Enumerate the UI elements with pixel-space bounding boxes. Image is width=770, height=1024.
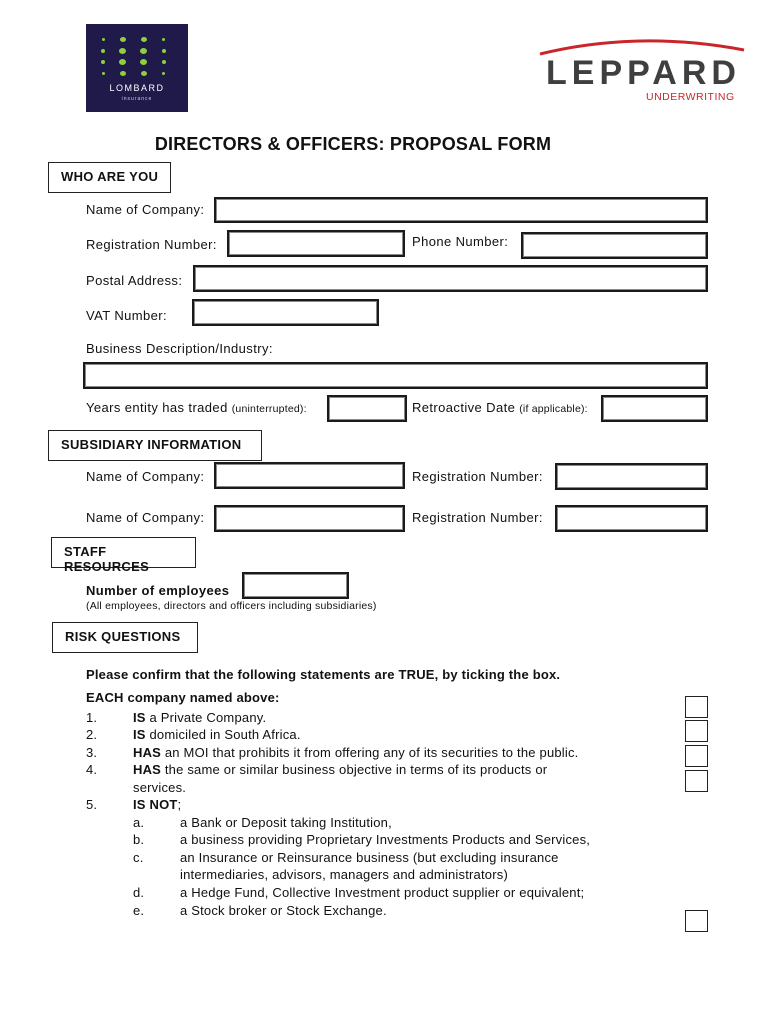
subitem-text: a Stock broker or Stock Exchange. (180, 903, 387, 918)
registration-number-label: Registration Number: (86, 237, 217, 252)
item-keyword: IS (133, 727, 146, 742)
years-traded-text: Years entity has traded (86, 400, 232, 415)
confirm-checkbox-moi[interactable] (685, 745, 708, 767)
employees-label: Number of employees (86, 583, 230, 598)
risk-each-company: EACH company named above: (86, 690, 280, 705)
risk-item-continued: services. (133, 780, 187, 795)
item-number: 4. (86, 762, 98, 777)
subitem-text: a business providing Proprietary Investments Products and Services, (180, 832, 591, 847)
subsidiary-company-field[interactable] (214, 505, 405, 532)
subsidiary-company-label: Name of Company: (86, 469, 205, 484)
years-traded-label (86, 400, 307, 415)
item-text: the same or similar business objective in terms of its products or (161, 762, 548, 777)
item-keyword: IS NOT (133, 797, 178, 812)
leppard-wordmark: LEPPARD (546, 54, 741, 92)
business-description-field[interactable] (83, 362, 708, 389)
subsidiary-company-label: Name of Company: (86, 510, 205, 525)
years-traded-field[interactable] (327, 395, 407, 422)
lombard-tagline: insurance (121, 96, 153, 102)
registration-number-field[interactable] (227, 230, 405, 257)
business-description-label: Business Description/Industry: (86, 341, 273, 356)
subitem-letter: d. (133, 885, 145, 900)
postal-address-field[interactable] (193, 265, 708, 292)
confirm-checkbox-is-not[interactable] (685, 910, 708, 932)
vat-number-field[interactable] (192, 299, 379, 326)
retroactive-date-field[interactable] (601, 395, 708, 422)
years-traded-note: (uninterrupted): (231, 403, 307, 415)
subsidiary-registration-label: Registration Number: (412, 510, 543, 525)
section-who-are-you: WHO ARE YOU (48, 162, 171, 193)
section-risk-questions: RISK QUESTIONS (52, 622, 198, 653)
item-keyword: HAS (133, 745, 162, 760)
leppard-tagline: UNDERWRITING (646, 91, 735, 103)
retroactive-date-text: Retroactive Date (412, 400, 520, 415)
risk-instruction: Please confirm that the following statements are TRUE, by ticking the box. (86, 667, 561, 682)
item-number: 5. (86, 797, 98, 812)
item-keyword: IS (133, 710, 146, 725)
confirm-checkbox-private-company[interactable] (685, 696, 708, 718)
employees-field[interactable] (242, 572, 349, 599)
company-name-label: Name of Company: (86, 202, 205, 217)
subitem-text: a Bank or Deposit taking Institution, (180, 815, 392, 830)
vat-number-label: VAT Number: (86, 308, 167, 323)
phone-number-field[interactable] (521, 232, 708, 259)
subsidiary-registration-label: Registration Number: (412, 469, 543, 484)
lombard-wordmark: LOMBARD (109, 83, 165, 93)
item-number: 2. (86, 727, 98, 742)
subitem-letter: e. (133, 903, 145, 918)
lombard-dots-icon (96, 36, 178, 84)
retroactive-date-note: (if applicable): (519, 403, 588, 415)
section-subsidiary-information: SUBSIDIARY INFORMATION (48, 430, 262, 461)
item-text: a Private Company. (145, 710, 267, 725)
subitem-letter: a. (133, 815, 145, 830)
form-title: DIRECTORS & OFFICERS: PROPOSAL FORM (154, 134, 552, 154)
subitem-text: an Insurance or Reinsurance business (but excluding insurance (180, 850, 559, 865)
item-text: domiciled in South Africa. (145, 727, 301, 742)
item-number: 3. (86, 745, 98, 760)
subitem-letter: c. (133, 850, 144, 865)
item-keyword: HAS (133, 762, 162, 777)
section-staff-resources: STAFF RESOURCES (51, 537, 196, 568)
employees-note: (All employees, directors and officers including subsidiaries) (86, 600, 377, 612)
postal-address-label: Postal Address: (86, 273, 183, 288)
subitem-letter: b. (133, 832, 145, 847)
subsidiary-registration-field[interactable] (555, 463, 708, 490)
retroactive-date-label (412, 400, 588, 415)
confirm-checkbox-domiciled[interactable] (685, 720, 708, 742)
item-number: 1. (86, 710, 98, 725)
item-text: ; (177, 797, 182, 812)
confirm-checkbox-business-objective[interactable] (685, 770, 708, 792)
subsidiary-company-field[interactable] (214, 462, 405, 489)
risk-subitem-continued: intermediaries, advisors, managers and administrators) (180, 867, 508, 882)
subitem-text: a Hedge Fund, Collective Investment product supplier or equivalent; (180, 885, 585, 900)
item-text: an MOI that prohibits it from offering any of its securities to the public. (161, 745, 579, 760)
phone-number-label: Phone Number: (412, 234, 509, 249)
company-name-field[interactable] (214, 197, 708, 223)
subsidiary-registration-field[interactable] (555, 505, 708, 532)
lombard-logo (86, 24, 188, 112)
